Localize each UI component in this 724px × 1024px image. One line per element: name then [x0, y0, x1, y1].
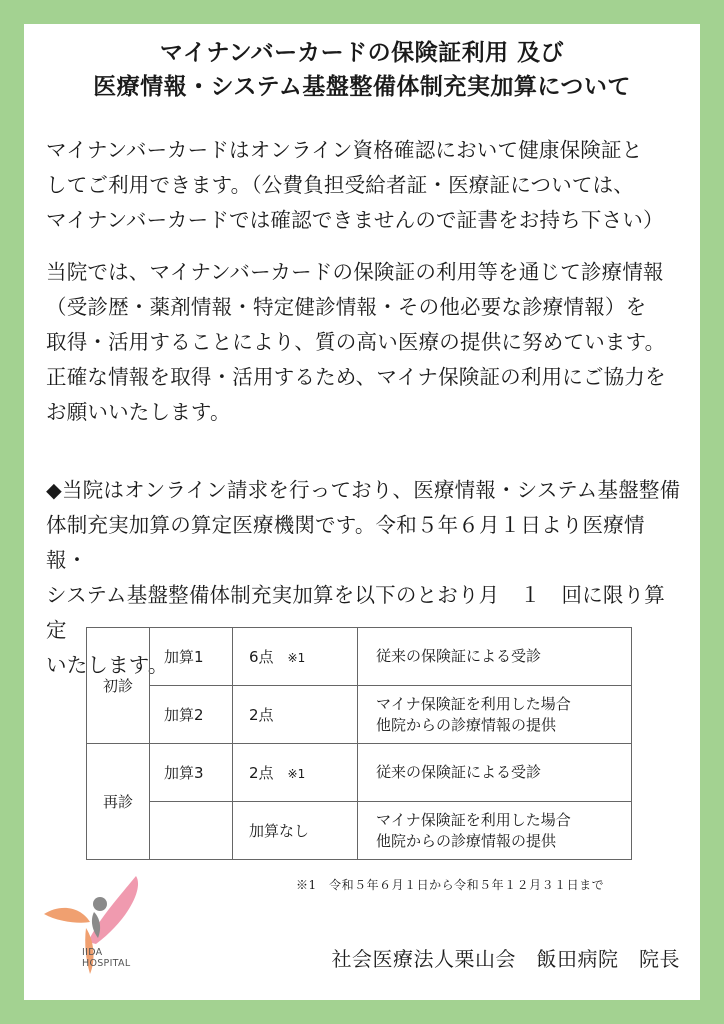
points-value: 2点 — [249, 706, 274, 724]
text-line: （受診歴・薬剤情報・特定健診情報・その他必要な診療情報）を — [46, 295, 647, 319]
logo-text-line: HOSPITAL — [82, 958, 131, 969]
tier-cell: 加算2 — [150, 686, 233, 744]
description-line: 従来の保険証による受診 — [376, 763, 542, 781]
points-value: 2点 — [249, 764, 274, 782]
table-row — [87, 628, 632, 686]
table-row — [87, 744, 632, 802]
footnote: ※1 令和５年６月１日から令和５年１２月３１日まで — [296, 878, 605, 892]
description-cell — [358, 802, 632, 860]
points-value: 6点 — [249, 648, 274, 666]
description-cell — [358, 686, 632, 744]
description-cell — [358, 744, 632, 802]
fee-table — [86, 627, 632, 860]
paragraph-medical-info — [46, 255, 684, 430]
title-line-2: 医療情報・システム基盤整備体制充実加算について — [93, 74, 631, 100]
text-line: マイナンバーカードでは確認できませんので証書をお持ち下さい） — [46, 208, 664, 232]
notice-title — [26, 36, 698, 104]
description-line: 従来の保険証による受診 — [376, 647, 542, 665]
text-line: システム基盤整備体制充実加算を以下のとおり月 １ 回に限り算定 — [46, 583, 665, 642]
text-line: してご利用できます。（公費負担受給者証・医療証については、 — [46, 173, 634, 197]
points-cell — [233, 802, 358, 860]
description-line: マイナ保険証を利用した場合 — [376, 810, 571, 829]
points-value: 加算なし — [249, 822, 310, 840]
table-row — [87, 686, 632, 744]
table-row — [87, 802, 632, 860]
description-line: 他院からの診療情報の提供 — [376, 715, 557, 734]
text-line: マイナンバーカードはオンライン資格確認において健康保険証と — [46, 138, 643, 162]
text-line: 正確な情報を取得・活用するため、マイナ保険証の利用にご協力を — [46, 365, 666, 389]
description-cell — [358, 628, 632, 686]
description-line: 他院からの診療情報の提供 — [376, 831, 557, 850]
points-cell — [233, 628, 358, 686]
text-line: お願いいたします。 — [46, 400, 231, 424]
logo-gray-head — [93, 897, 107, 911]
logo-text-line: IIDA — [82, 947, 103, 958]
logo-wordmark — [82, 947, 130, 969]
visit-type-return: 再診 — [87, 744, 150, 860]
points-note: ※1 — [287, 767, 306, 781]
tier-cell: 加算1 — [150, 628, 233, 686]
paragraph-mynumber-card — [46, 133, 684, 238]
points-note: ※1 — [287, 651, 306, 665]
title-line-1: マイナンバーカードの保険証利用 及び — [159, 40, 565, 66]
text-line: 体制充実加算の算定医療機関です。令和５年６月１日より医療情報・ — [46, 513, 645, 572]
tier-cell — [150, 802, 233, 860]
text-line: いたします。 — [46, 653, 169, 677]
notice-content — [26, 30, 698, 994]
points-cell — [233, 686, 358, 744]
signature: 社会医療法人栗山会 飯田病院 院長 — [331, 947, 680, 971]
text-line: ◆当院はオンライン請求を行っており、医療情報・システム基盤整備 — [46, 478, 681, 502]
text-line: 当院では、マイナンバーカードの保険証の利用等を通じて診療情報 — [46, 260, 664, 284]
tier-cell: 加算3 — [150, 744, 233, 802]
points-cell — [233, 744, 358, 802]
logo-orange-petal — [44, 908, 90, 923]
description-line: マイナ保険証を利用した場合 — [376, 694, 571, 713]
visit-type-first: 初診 — [87, 628, 150, 744]
text-line: 取得・活用することにより、質の高い医療の提供に努めています。 — [46, 330, 666, 354]
